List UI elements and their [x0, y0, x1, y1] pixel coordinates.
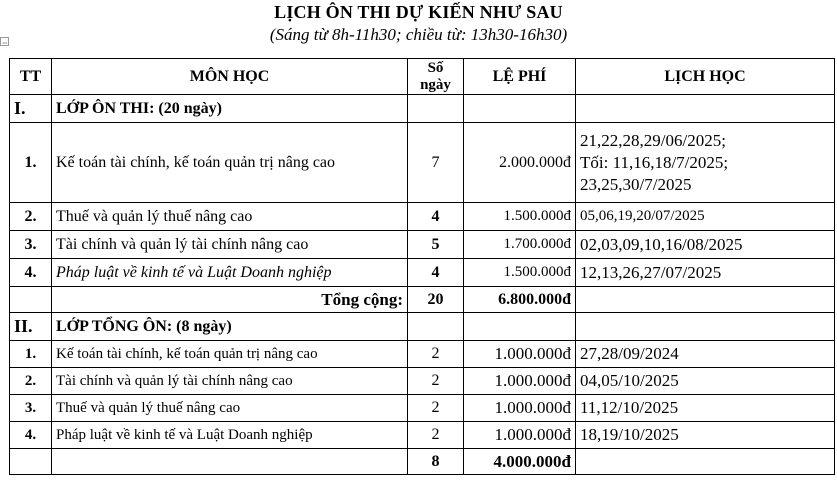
- total-fee: 6.800.000đ: [464, 287, 576, 313]
- days-cell: 2: [408, 422, 464, 449]
- days-cell: 4: [408, 203, 464, 231]
- row-number: 3.: [10, 395, 52, 422]
- section-row: [10, 95, 835, 123]
- col-header-so-ngay-line2: ngày: [420, 76, 451, 93]
- table-move-handle-icon[interactable]: ⇔: [1, 38, 9, 47]
- empty-cell: [408, 313, 464, 341]
- empty-cell: [576, 287, 835, 313]
- section-number: II.: [10, 313, 52, 341]
- total-row: [10, 287, 835, 313]
- section-title: LỚP ÔN THI: (20 ngày): [52, 95, 408, 123]
- days-cell: 2: [408, 395, 464, 422]
- subject-cell: Thuế và quản lý thuế nâng cao: [52, 395, 408, 422]
- page-title: LỊCH ÔN THI DỰ KIẾN NHƯ SAU: [274, 2, 563, 22]
- fee-cell: 1.500.000đ: [464, 203, 576, 231]
- table-row: [10, 231, 835, 259]
- total-days: 8: [408, 449, 464, 475]
- row-number: 3.: [10, 231, 52, 259]
- schedule-cell: 11,12/10/2025: [576, 395, 835, 422]
- empty-cell: [10, 287, 52, 313]
- days-cell: 5: [408, 231, 464, 259]
- table-row: [10, 368, 835, 395]
- total-row: [10, 449, 835, 475]
- empty-cell: [576, 313, 835, 341]
- subject-cell: Kế toán tài chính, kế toán quản trị nâng cao: [52, 341, 408, 368]
- col-header-le-phi: LỆ PHÍ: [464, 59, 576, 95]
- schedule-cell: 18,19/10/2025: [576, 422, 835, 449]
- table-row: [10, 422, 835, 449]
- total-days: 20: [408, 287, 464, 313]
- total-fee: 4.000.000đ: [464, 449, 576, 475]
- schedule-line: 23,25,30/7/2025: [580, 174, 692, 194]
- schedule-cell: 02,03,09,10,16/08/2025: [576, 231, 835, 259]
- total-label: Tổng cộng:: [52, 287, 408, 313]
- row-number: 4.: [10, 259, 52, 287]
- row-number: 1.: [10, 123, 52, 203]
- days-cell: 4: [408, 259, 464, 287]
- col-header-lich-hoc: LỊCH HỌC: [576, 59, 835, 95]
- days-cell: 2: [408, 368, 464, 395]
- empty-cell: [576, 95, 835, 123]
- empty-cell: [10, 449, 52, 475]
- col-header-so-ngay: [408, 59, 464, 95]
- row-number: 2.: [10, 368, 52, 395]
- section-title: LỚP TỔNG ÔN: (8 ngày): [52, 313, 408, 341]
- table-row: [10, 341, 835, 368]
- schedule-table: [9, 58, 835, 475]
- schedule-cell: 12,13,26,27/07/2025: [576, 259, 835, 287]
- col-header-tt: TT: [10, 59, 52, 95]
- schedule-line: 21,22,28,29/06/2025;: [580, 130, 726, 150]
- fee-cell: 1.500.000đ: [464, 259, 576, 287]
- fee-cell: 1.000.000đ: [464, 368, 576, 395]
- col-header-so-ngay-line1: Số: [427, 59, 444, 76]
- row-number: 4.: [10, 422, 52, 449]
- subject-cell: Thuế và quản lý thuế nâng cao: [52, 203, 408, 231]
- schedule-cell: [576, 123, 835, 203]
- col-header-mon-hoc: MÔN HỌC: [52, 59, 408, 95]
- fee-cell: 2.000.000đ: [464, 123, 576, 203]
- table-row: [10, 203, 835, 231]
- empty-cell: [408, 95, 464, 123]
- table-row: [10, 123, 835, 203]
- row-number: 2.: [10, 203, 52, 231]
- subject-cell: Pháp luật về kinh tế và Luật Doanh nghiệp: [52, 259, 408, 287]
- table-row: [10, 395, 835, 422]
- fee-cell: 1.000.000đ: [464, 422, 576, 449]
- empty-cell: [464, 313, 576, 341]
- fee-cell: 1.000.000đ: [464, 341, 576, 368]
- empty-cell: [576, 449, 835, 475]
- subject-cell: Kế toán tài chính, kế toán quản trị nâng cao: [52, 123, 408, 203]
- page-subtitle: (Sáng từ 8h-11h30; chiều từ: 13h30-16h30): [269, 25, 568, 44]
- schedule-cell: 05,06,19,20/07/2025: [576, 203, 835, 231]
- subject-cell: Tài chính và quản lý tài chính nâng cao: [52, 368, 408, 395]
- days-cell: 7: [408, 123, 464, 203]
- schedule-line: Tối: 11,16,18/7/2025;: [580, 152, 729, 172]
- row-number: 1.: [10, 341, 52, 368]
- section-row: [10, 313, 835, 341]
- schedule-cell: 27,28/09/2024: [576, 341, 835, 368]
- empty-cell: [52, 449, 408, 475]
- section-number: I.: [10, 95, 52, 123]
- fee-cell: 1.000.000đ: [464, 395, 576, 422]
- schedule-cell: 04,05/10/2025: [576, 368, 835, 395]
- subject-cell: Pháp luật về kinh tế và Luật Doanh nghiệp: [52, 422, 408, 449]
- empty-cell: [464, 95, 576, 123]
- days-cell: 2: [408, 341, 464, 368]
- table-row: [10, 259, 835, 287]
- subject-cell: Tài chính và quản lý tài chính nâng cao: [52, 231, 408, 259]
- table-header-row: [10, 59, 835, 95]
- fee-cell: 1.700.000đ: [464, 231, 576, 259]
